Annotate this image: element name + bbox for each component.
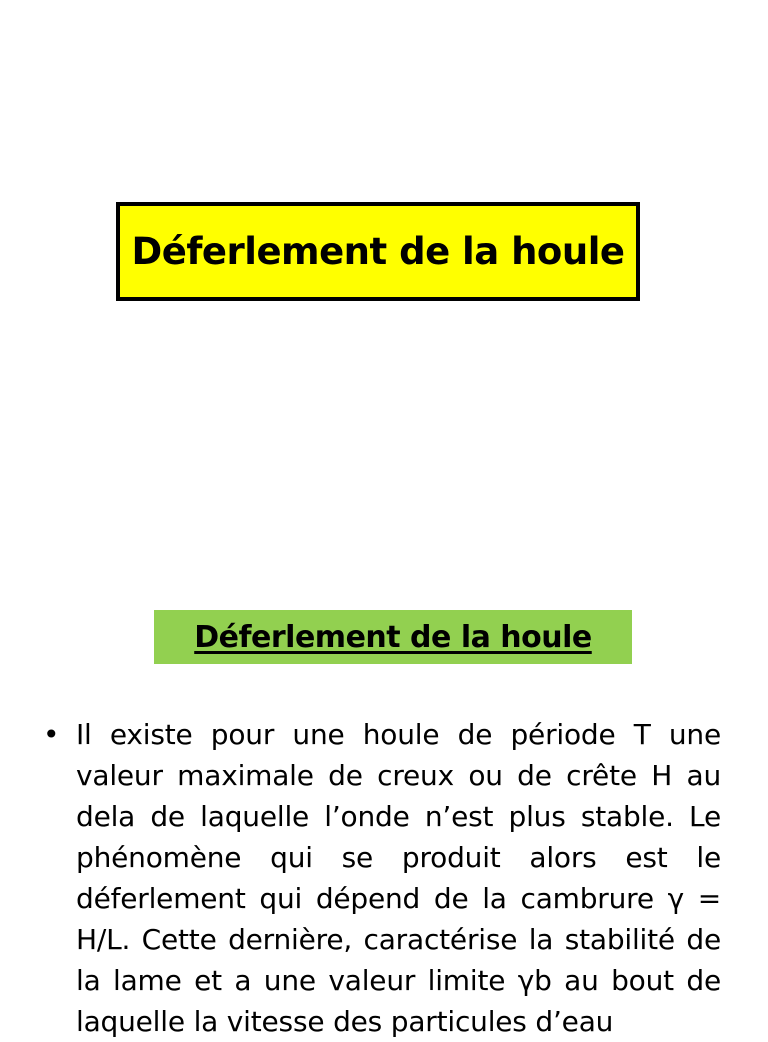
bullet-item — [43, 714, 721, 1042]
bullet-text: Il existe pour une houle de période T une valeur maximale de creux ou de crête H au dela de laquelle l’onde n’est plus stable. Le phénomène qui se produit alors est le déferlement qui dépend de la cambrure γ = H/L. Cette dernière, caractérise la stabilité de la lame et a une valeur limite γb au bout de laquelle la vitesse des particules d’eau — [76, 718, 721, 1038]
bullet-list — [0, 714, 768, 1042]
page-title: Déferlement de la houle — [131, 230, 625, 273]
section-heading-box — [154, 610, 632, 664]
section-heading: Déferlement de la houle — [194, 619, 592, 655]
title-box — [116, 202, 640, 301]
bullet-icon: • — [43, 718, 60, 751]
